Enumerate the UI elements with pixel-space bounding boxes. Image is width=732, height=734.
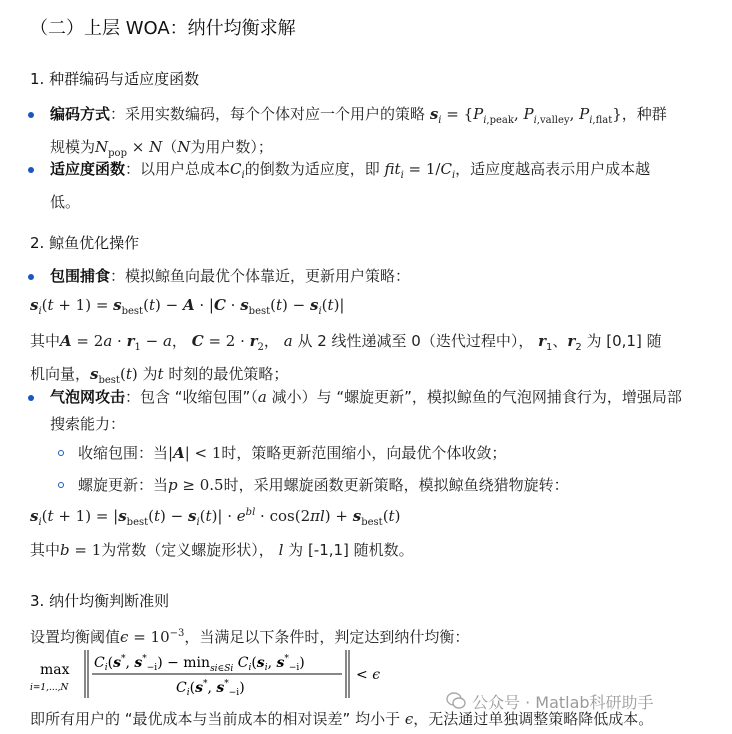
bullet-encoding: 编码方式：采用实数编码，每个个体对应一个用户的策略 $s_i = \{P_{i,peak}$, $P_{i,valley}$, $P_{i,flat}$}，种群 规模为$N_{pop} \times N(N$为用户数）； <box>28 101 718 167</box>
bullet-encircling: 包围捕食：模拟鲸鱼向最优个体靠近，更新用户策略： <box>28 263 718 290</box>
sub-bullet-circle-icon <box>58 482 64 488</box>
equation-encircling: $s_i(t + 1) = s_{best}(t) - A \cdot |C \cdot s_{best}(t) - s_i(t)|$ <box>30 296 345 317</box>
subsection-title-1: 1. 种群编码与适应度函数 <box>30 70 200 88</box>
bullet-dot-icon <box>28 167 34 173</box>
svg-text:Ci(s*, s*−i): $C_i(s^*$, $s^*_{-i}$) <box>176 679 245 698</box>
math-popsize: $N_{pop} \times N$ <box>95 138 163 159</box>
sub-bullet-shrinking: 收缩包围：当|A| < 1时，策略更新范围缩小，向最优个体收敛； <box>58 440 718 467</box>
paragraph-threshold: 设置均衡阈值$\epsilon = 10^{-3}$，当满足以下条件时，判定达到纳什均衡： <box>30 628 470 646</box>
math-fitness: fit$_i$ <box>384 160 404 181</box>
bullet-label: 包围捕食 <box>50 267 111 285</box>
bullet-label: 编码方式 <box>50 105 111 123</box>
sub-bullet-spiral: 螺旋更新：当p ≥ 0.5时，采用螺旋函数更新策略，模拟鲸鱼绕猎物旋转： <box>58 472 718 499</box>
bullet-dot-icon <box>28 395 34 401</box>
bullet-label: 适应度函数 <box>50 160 126 178</box>
svg-text:< ϵ: < ϵ <box>356 667 381 683</box>
svg-text:max: max <box>40 662 70 678</box>
bullet-bubble-net: 气泡网攻击：包含 “收缩包围”（a 减小）与 “螺旋更新”，模拟鲸鱼的气泡网捕食行为，增强局部 搜索能力： <box>28 384 718 438</box>
math-strategy: $s_i = \{P_{i,peak}$, $P_{i,valley}$, $P_{i,flat}$} <box>429 105 622 126</box>
watermark: 公众号 · Matlab科研助手 <box>472 693 654 712</box>
bullet-dot-icon <box>28 274 34 280</box>
paragraph-encircling-params: 其中$A = 2a \cdot r_1 - a$， $C = 2 \cdot r_2$， a 从 2 线性递减至 0（迭代过程中）， $r_1$、$r_2$ 为 [0,1] 随 机向量，$s_{best}(t)$ 为t 时刻的最优策略； <box>30 332 662 386</box>
svg-text:Ci(s*, s*−i) − minsi∈Si Ci(si,: $C_i(s^*$, $s^*_{-i}) - \min_{si\in Si} C_i(s_i$, $s^*_{-i}$) <box>94 654 305 674</box>
bullet-dot-icon <box>28 112 34 118</box>
subsection-title-3: 3. 纳什均衡判断准则 <box>30 592 170 610</box>
paragraph-conclusion: 即所有用户的 “最优成本与当前成本的相对误差” 均小于 ϵ，无法通过单独调整策略降低成本。 <box>30 710 654 728</box>
svg-text:i=1,...,N: i=1,...,N <box>30 683 69 693</box>
subsection-title-2: 2. 鲸鱼优化操作 <box>30 234 140 252</box>
equation-spiral: $s_i(t + 1) = |s_{best}(t) - s_i(t)| \cdot e^{bl} \cdot \cos(2\pi l) + s_{best}(t)$ <box>30 507 401 528</box>
bullet-label: 气泡网攻击 <box>50 388 126 406</box>
bullet-fitness: 适应度函数：以用户总成本$C_i$的倒数为适应度，即 $fit_i = 1/C_i$，适应度越高表示用户成本越 低。 <box>28 156 718 216</box>
section-heading: （二）上层 WOA：纳什均衡求解 <box>30 18 296 39</box>
sub-bullet-circle-icon <box>58 450 64 456</box>
paragraph-spiral-params: 其中b = 1为常数（定义螺旋形状）， l 为 [-1,1] 随机数。 <box>30 541 414 559</box>
